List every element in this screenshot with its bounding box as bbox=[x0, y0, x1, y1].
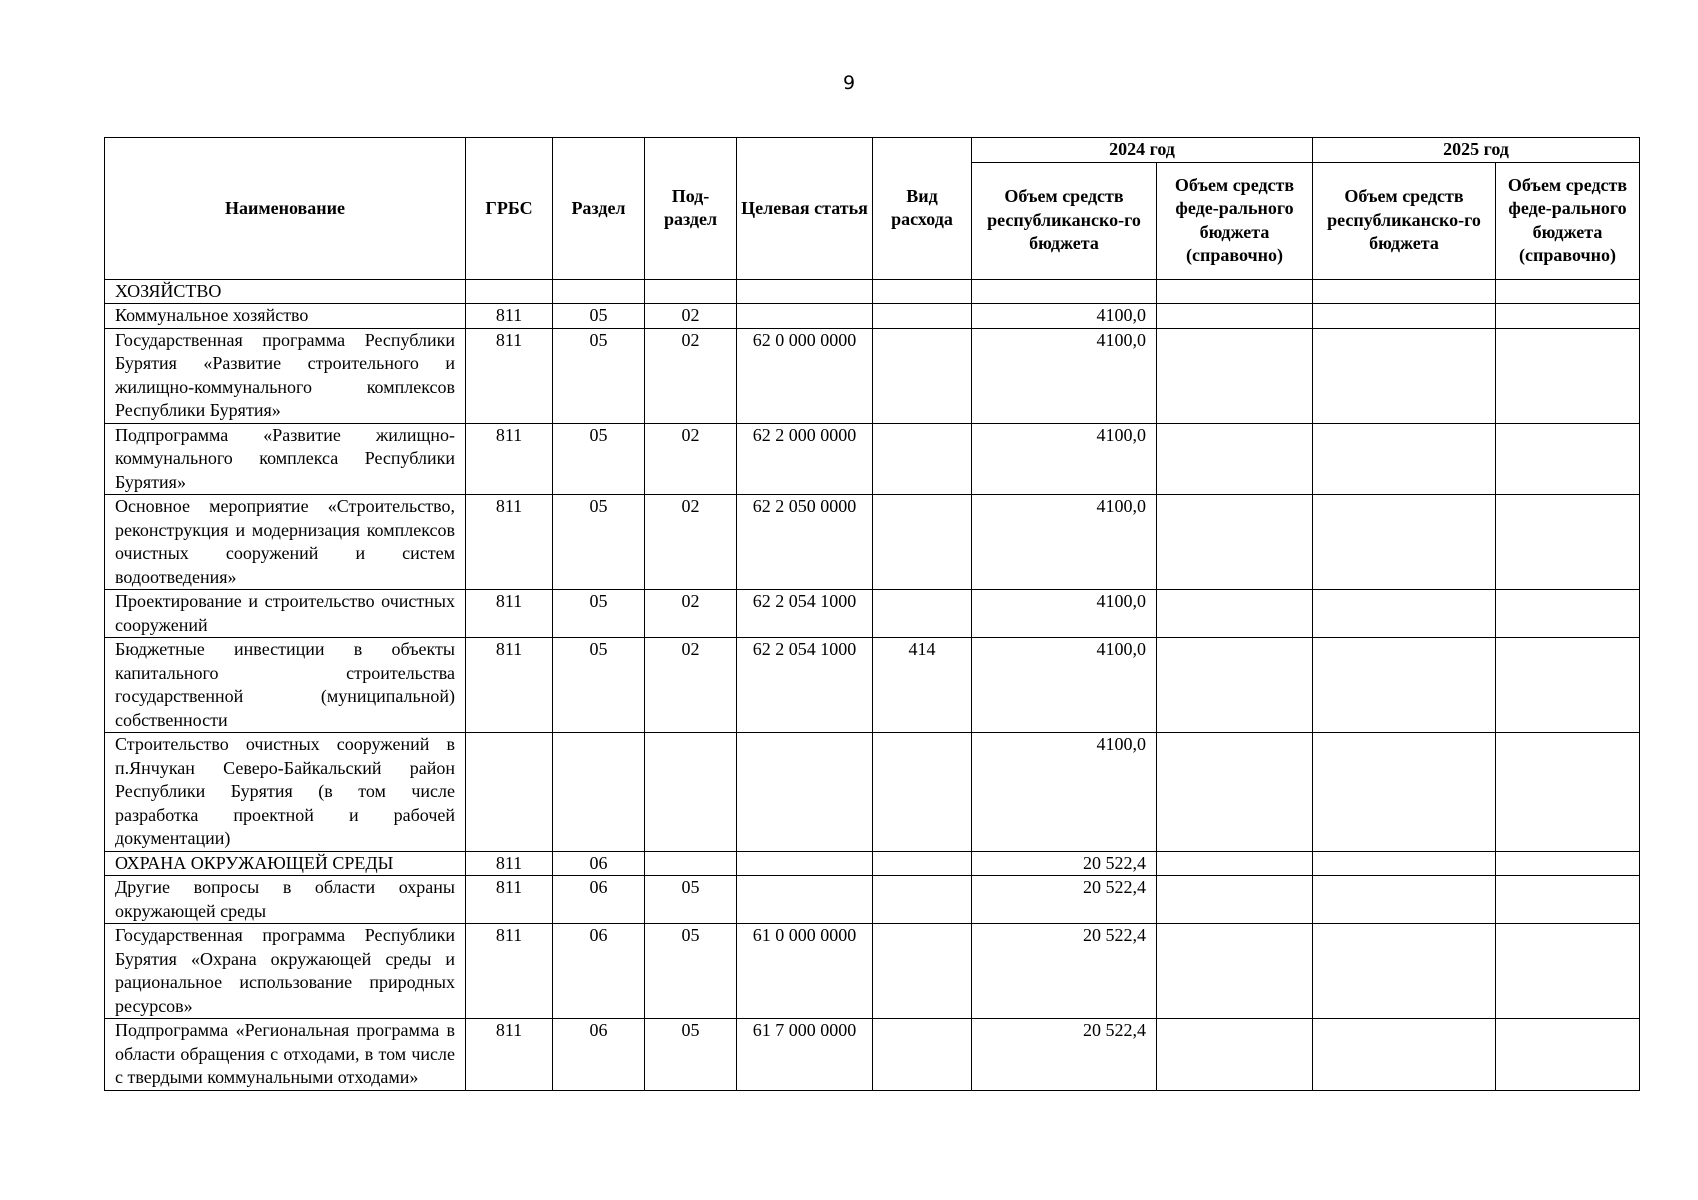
cell-grbs: 811 bbox=[466, 876, 553, 924]
cell-celevaya: 61 0 000 0000 bbox=[737, 924, 873, 1019]
cell-vid bbox=[873, 1019, 972, 1091]
cell-podrazdel: 02 bbox=[645, 590, 737, 638]
table-row bbox=[105, 423, 1640, 495]
cell-podrazdel: 05 bbox=[645, 1019, 737, 1091]
col-header-razdel: Раздел bbox=[553, 138, 645, 280]
cell-rep-2024: 4100,0 bbox=[972, 733, 1157, 852]
cell-name: Бюджетные инвестиции в объекты капитального строительства государственной (муниципальной) собственности bbox=[105, 638, 466, 733]
table-row bbox=[105, 1019, 1640, 1091]
table-row bbox=[105, 279, 1640, 304]
cell-vid bbox=[873, 851, 972, 876]
cell-fed-2024 bbox=[1157, 279, 1313, 304]
cell-name: Проектирование и строительство очистных сооружений bbox=[105, 590, 466, 638]
cell-vid bbox=[873, 423, 972, 495]
cell-rep-2025 bbox=[1313, 733, 1496, 852]
cell-rep-2024: 4100,0 bbox=[972, 328, 1157, 423]
cell-fed-2025 bbox=[1496, 733, 1640, 852]
cell-rep-2025 bbox=[1313, 924, 1496, 1019]
cell-celevaya bbox=[737, 733, 873, 852]
cell-rep-2024: 20 522,4 bbox=[972, 924, 1157, 1019]
cell-grbs: 811 bbox=[466, 851, 553, 876]
cell-razdel: 05 bbox=[553, 590, 645, 638]
cell-rep-2024: 4100,0 bbox=[972, 495, 1157, 590]
cell-fed-2024 bbox=[1157, 876, 1313, 924]
cell-fed-2024 bbox=[1157, 851, 1313, 876]
cell-rep-2025 bbox=[1313, 328, 1496, 423]
cell-rep-2025 bbox=[1313, 851, 1496, 876]
cell-podrazdel: 05 bbox=[645, 924, 737, 1019]
col-header-vid: Вид расхода bbox=[873, 138, 972, 280]
cell-celevaya bbox=[737, 304, 873, 329]
cell-grbs bbox=[466, 733, 553, 852]
col-header-name: Наименование bbox=[105, 138, 466, 280]
table-row bbox=[105, 851, 1640, 876]
cell-podrazdel: 05 bbox=[645, 876, 737, 924]
cell-vid bbox=[873, 279, 972, 304]
col-header-fed-2024: Объем средств феде-рального бюджета (справочно) bbox=[1157, 162, 1313, 279]
col-header-year-2025: 2025 год bbox=[1313, 138, 1640, 163]
cell-fed-2025 bbox=[1496, 328, 1640, 423]
cell-fed-2024 bbox=[1157, 924, 1313, 1019]
cell-vid bbox=[873, 733, 972, 852]
table-row bbox=[105, 328, 1640, 423]
cell-grbs: 811 bbox=[466, 328, 553, 423]
cell-razdel bbox=[553, 733, 645, 852]
col-header-grbs: ГРБС bbox=[466, 138, 553, 280]
cell-rep-2024: 4100,0 bbox=[972, 590, 1157, 638]
cell-podrazdel: 02 bbox=[645, 495, 737, 590]
col-header-year-2024: 2024 год bbox=[972, 138, 1313, 163]
page-number: 9 bbox=[842, 72, 856, 94]
cell-rep-2025 bbox=[1313, 279, 1496, 304]
cell-podrazdel: 02 bbox=[645, 423, 737, 495]
cell-vid: 414 bbox=[873, 638, 972, 733]
cell-fed-2025 bbox=[1496, 1019, 1640, 1091]
cell-name: Государственная программа Республики Бурятия «Развитие строительного и жилищно-коммунального комплексов Республики Бурятия» bbox=[105, 328, 466, 423]
cell-grbs: 811 bbox=[466, 423, 553, 495]
cell-name: Строительство очистных сооружений в п.Янчукан Северо-Байкальский район Республики Бурятия (в том числе разработка проектной и рабочей документации) bbox=[105, 733, 466, 852]
col-header-rep-2024: Объем средств республиканско-го бюджета bbox=[972, 162, 1157, 279]
cell-vid bbox=[873, 924, 972, 1019]
cell-razdel: 05 bbox=[553, 328, 645, 423]
cell-grbs: 811 bbox=[466, 495, 553, 590]
cell-grbs: 811 bbox=[466, 304, 553, 329]
cell-razdel: 05 bbox=[553, 495, 645, 590]
cell-rep-2025 bbox=[1313, 304, 1496, 329]
cell-fed-2024 bbox=[1157, 733, 1313, 852]
cell-razdel: 05 bbox=[553, 638, 645, 733]
cell-rep-2024: 20 522,4 bbox=[972, 876, 1157, 924]
cell-name: Другие вопросы в области охраны окружающей среды bbox=[105, 876, 466, 924]
cell-celevaya bbox=[737, 851, 873, 876]
cell-grbs bbox=[466, 279, 553, 304]
cell-rep-2024: 4100,0 bbox=[972, 423, 1157, 495]
cell-podrazdel: 02 bbox=[645, 638, 737, 733]
cell-rep-2024: 20 522,4 bbox=[972, 851, 1157, 876]
col-header-celevaya: Целевая статья bbox=[737, 138, 873, 280]
cell-fed-2025 bbox=[1496, 924, 1640, 1019]
cell-vid bbox=[873, 328, 972, 423]
cell-grbs: 811 bbox=[466, 1019, 553, 1091]
cell-celevaya: 61 7 000 0000 bbox=[737, 1019, 873, 1091]
cell-name: Подпрограмма «Региональная программа в области обращения с отходами, в том числе с твердыми коммунальными отходами» bbox=[105, 1019, 466, 1091]
cell-fed-2025 bbox=[1496, 851, 1640, 876]
cell-grbs: 811 bbox=[466, 590, 553, 638]
cell-vid bbox=[873, 590, 972, 638]
cell-razdel: 05 bbox=[553, 304, 645, 329]
cell-name: ХОЗЯЙСТВО bbox=[105, 279, 466, 304]
cell-rep-2025 bbox=[1313, 495, 1496, 590]
cell-razdel: 06 bbox=[553, 851, 645, 876]
cell-rep-2025 bbox=[1313, 638, 1496, 733]
cell-celevaya: 62 2 054 1000 bbox=[737, 638, 873, 733]
cell-rep-2025 bbox=[1313, 1019, 1496, 1091]
cell-razdel: 05 bbox=[553, 423, 645, 495]
table-row bbox=[105, 304, 1640, 329]
cell-fed-2025 bbox=[1496, 279, 1640, 304]
cell-fed-2024 bbox=[1157, 328, 1313, 423]
cell-name: Государственная программа Республики Бурятия «Охрана окружающей среды и рациональное использование природных ресурсов» bbox=[105, 924, 466, 1019]
cell-razdel: 06 bbox=[553, 924, 645, 1019]
cell-podrazdel bbox=[645, 733, 737, 852]
cell-celevaya: 62 2 054 1000 bbox=[737, 590, 873, 638]
cell-rep-2024: 4100,0 bbox=[972, 638, 1157, 733]
table-row bbox=[105, 733, 1640, 852]
cell-fed-2025 bbox=[1496, 304, 1640, 329]
cell-grbs: 811 bbox=[466, 638, 553, 733]
cell-podrazdel: 02 bbox=[645, 304, 737, 329]
col-header-rep-2025: Объем средств республиканско-го бюджета bbox=[1313, 162, 1496, 279]
table-row bbox=[105, 495, 1640, 590]
col-header-podrazdel: Под-раздел bbox=[645, 138, 737, 280]
table-body bbox=[105, 279, 1640, 1090]
cell-rep-2024: 20 522,4 bbox=[972, 1019, 1157, 1091]
cell-celevaya: 62 0 000 0000 bbox=[737, 328, 873, 423]
cell-fed-2024 bbox=[1157, 590, 1313, 638]
cell-rep-2025 bbox=[1313, 590, 1496, 638]
table-row bbox=[105, 924, 1640, 1019]
cell-rep-2024 bbox=[972, 279, 1157, 304]
cell-podrazdel bbox=[645, 279, 737, 304]
col-header-fed-2025: Объем средств феде-рального бюджета (справочно) bbox=[1496, 162, 1640, 279]
cell-fed-2024 bbox=[1157, 638, 1313, 733]
cell-vid bbox=[873, 495, 972, 590]
cell-fed-2024 bbox=[1157, 495, 1313, 590]
cell-fed-2025 bbox=[1496, 638, 1640, 733]
cell-fed-2025 bbox=[1496, 876, 1640, 924]
cell-rep-2025 bbox=[1313, 876, 1496, 924]
cell-razdel: 06 bbox=[553, 1019, 645, 1091]
cell-fed-2025 bbox=[1496, 423, 1640, 495]
cell-podrazdel: 02 bbox=[645, 328, 737, 423]
cell-name: Коммунальное хозяйство bbox=[105, 304, 466, 329]
cell-razdel: 06 bbox=[553, 876, 645, 924]
cell-celevaya bbox=[737, 279, 873, 304]
cell-name: Основное мероприятие «Строительство, реконструкция и модернизация комплексов очистных сооружений и систем водоотведения» bbox=[105, 495, 466, 590]
budget-table bbox=[104, 137, 1640, 1091]
cell-fed-2025 bbox=[1496, 590, 1640, 638]
cell-fed-2024 bbox=[1157, 1019, 1313, 1091]
table-header bbox=[105, 138, 1640, 280]
table-row bbox=[105, 638, 1640, 733]
cell-rep-2025 bbox=[1313, 423, 1496, 495]
cell-celevaya bbox=[737, 876, 873, 924]
cell-rep-2024: 4100,0 bbox=[972, 304, 1157, 329]
cell-name: Подпрограмма «Развитие жилищно-коммунального комплекса Республики Бурятия» bbox=[105, 423, 466, 495]
cell-razdel bbox=[553, 279, 645, 304]
cell-grbs: 811 bbox=[466, 924, 553, 1019]
cell-name: ОХРАНА ОКРУЖАЮЩЕЙ СРЕДЫ bbox=[105, 851, 466, 876]
cell-podrazdel bbox=[645, 851, 737, 876]
cell-celevaya: 62 2 050 0000 bbox=[737, 495, 873, 590]
cell-fed-2025 bbox=[1496, 495, 1640, 590]
cell-fed-2024 bbox=[1157, 423, 1313, 495]
table-row bbox=[105, 590, 1640, 638]
table-row bbox=[105, 876, 1640, 924]
cell-vid bbox=[873, 304, 972, 329]
cell-vid bbox=[873, 876, 972, 924]
cell-fed-2024 bbox=[1157, 304, 1313, 329]
cell-celevaya: 62 2 000 0000 bbox=[737, 423, 873, 495]
